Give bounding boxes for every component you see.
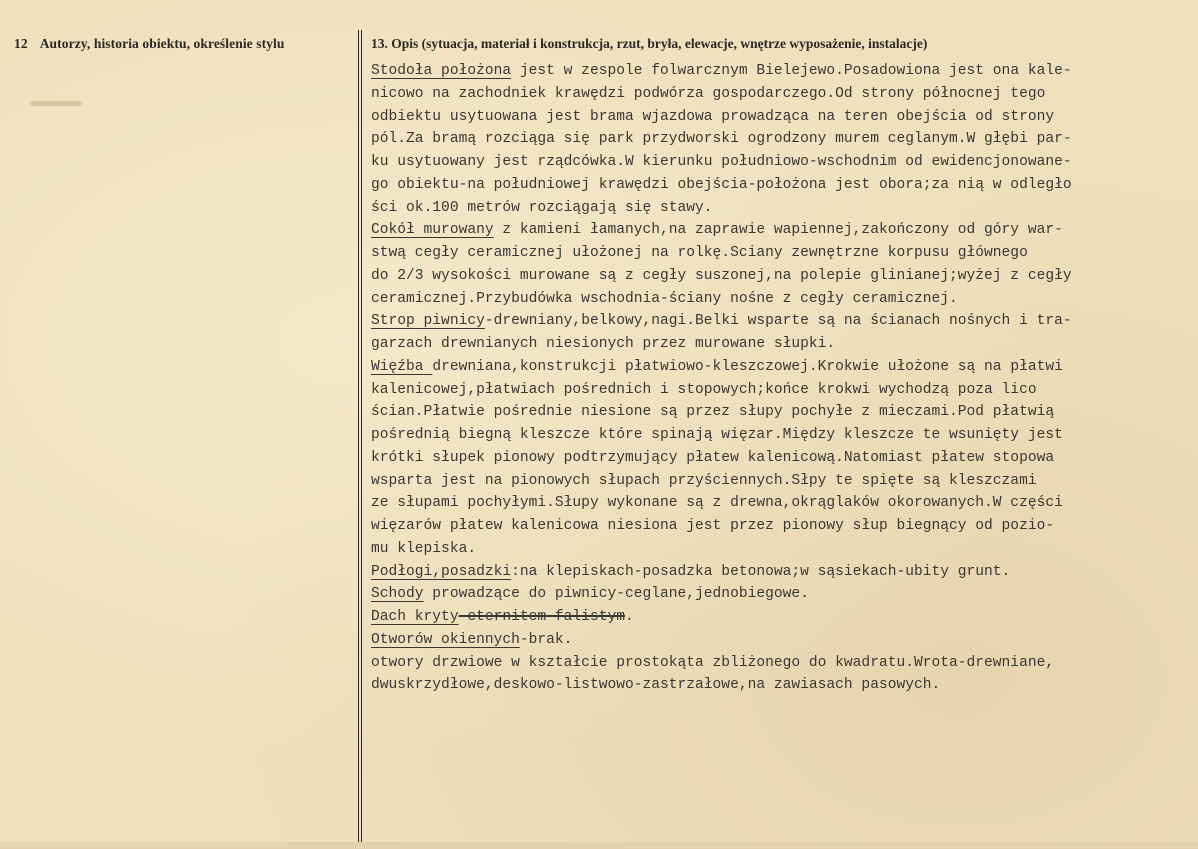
text-line <box>371 60 1186 83</box>
text-line <box>371 106 1186 129</box>
text-line <box>371 83 1186 106</box>
line-text: kalenicowej,płatwiach pośrednich i stopowych;końce krokwi wychodzą poza lico <box>371 381 1037 398</box>
underlined-heading: Podłogi,posadzki <box>371 563 512 580</box>
line-text: ze słupami pochyłymi.Słupy wykonane są z drewna,okrąglaków okorowanych.W części <box>371 495 1063 512</box>
line-text: do 2/3 wysokości murowane są z cegły suszonej,na polepie glinianej;wyżej z cegły <box>371 267 1072 284</box>
text-line <box>371 492 1186 515</box>
underlined-heading: Stodoła położona <box>371 63 512 79</box>
line-text: krótki słupek pionowy podtrzymujący płatew kalenicową.Natomiast płatew stopowa <box>371 449 1055 466</box>
text-line <box>371 583 1186 606</box>
text-line <box>371 629 1186 652</box>
underlined-heading: Dach kryty <box>371 609 459 625</box>
line-text: więzarów płatew kalenicowa niesiona jest przez pionowy słup biegnący od pozio- <box>371 518 1055 534</box>
text-line <box>371 470 1186 493</box>
text-line <box>371 606 1186 629</box>
line-text: otwory drzwiowe w kształcie prostokąta zbliżonego do kwadratu.Wrota-drewniane, <box>371 654 1055 671</box>
text-line <box>371 561 1186 584</box>
text-line <box>371 333 1186 356</box>
text-line <box>371 242 1186 265</box>
line-text: ku usytuowany jest rządcówka.W kierunku południowo-wschodnim od ewidencjonowane- <box>371 154 1072 170</box>
underlined-heading: Więźba <box>371 358 433 375</box>
text-line <box>371 310 1186 333</box>
text-line <box>371 401 1186 424</box>
line-text: :na klepiskach-posadzka betonowa;w sąsiekach-ubity grunt. <box>511 563 1011 580</box>
line-text: odbiektu usytuowana jest brama wjazdowa prowadząca na teren obejścia od strony <box>371 108 1055 125</box>
underlined-heading: Schody <box>371 586 424 603</box>
line-text: ceramicznej.Przybudówka wschodnia-ściany nośne z cegły ceramicznej. <box>371 290 958 307</box>
text-line <box>371 447 1186 470</box>
right-column-header: 13. Opis (sytuacja, materiał i konstrukcja, rzut, bryła, elewacje, wnętrze wyposażenie, instalacje) <box>371 36 928 51</box>
line-text: -brak. <box>519 631 573 648</box>
text-line <box>371 197 1186 220</box>
line-text: ści ok.100 metrów rozciągają się stawy. <box>371 199 713 216</box>
text-line <box>371 174 1186 197</box>
text-line <box>371 538 1186 561</box>
text-line <box>371 379 1186 402</box>
text-line <box>371 128 1186 151</box>
line-text: mu klepiska. <box>371 540 477 557</box>
line-text: garzach drewnianych niesionych przez murowane słupki. <box>371 336 836 352</box>
section-title: Autorzy, historia obiektu, określenie stylu <box>39 36 285 51</box>
description-text <box>371 60 1186 697</box>
ink-smudge <box>30 101 82 106</box>
line-text: z kamieni łamanych,na zaprawie wapiennej,zakończony od góry war- <box>493 222 1063 239</box>
line-text: drewniana,konstrukcji płatwiowo-kleszczowej.Krokwie ułożone są na płatwi <box>432 358 1063 375</box>
text-line <box>371 674 1186 697</box>
line-text: pośrednią biegną kleszcze które spinają więzar.Między kleszcze te wsunięty jest <box>371 427 1063 443</box>
underlined-heading: Cokół murowany <box>371 222 494 239</box>
line-text: dwuskrzydłowe,deskowo-listwowo-zastrzałowe,na zawiasach pasowych. <box>371 677 941 694</box>
column-divider <box>358 30 362 849</box>
line-text: wsparta jest na pionowych słupach przyściennych.Słpy te spięte są kleszczami <box>371 472 1037 489</box>
text-line <box>371 515 1186 538</box>
underlined-heading: Strop piwnicy <box>371 313 485 330</box>
text-line <box>371 265 1186 288</box>
line-text: jest w zespole folwarcznym Bielejewo.Posadowiona jest ona kale- <box>511 63 1072 79</box>
text-line <box>371 356 1186 379</box>
struck-text: eternitem falistym <box>458 609 625 625</box>
underlined-heading: Otworów okiennych <box>371 631 520 648</box>
text-line <box>371 288 1186 311</box>
text-line <box>371 424 1186 447</box>
text-line <box>371 219 1186 242</box>
line-text: -drewniany,belkowy,nagi.Belki wsparte są na ścianach nośnych i tra- <box>484 313 1072 330</box>
line-text: . <box>624 609 634 625</box>
left-column-header <box>14 36 285 52</box>
line-text: nicowo na zachodniek krawędzi podwórza gospodarczego.Od strony północnej tego <box>371 85 1046 102</box>
line-text: ścian.Płatwie pośrednie niesione są przez słupy pochyłe z mieczami.Pod płatwią <box>371 404 1055 421</box>
text-line <box>371 652 1186 675</box>
line-text: go obiektu-na południowej krawędzi obejścia-położona jest obora;za nią w odległo <box>371 176 1072 193</box>
page-edge <box>0 842 1198 849</box>
line-text: prowadzące do piwnicy-ceglane,jednobiegowe. <box>423 586 809 603</box>
line-text: stwą cegły ceramicznej ułożonej na rolkę.Sciany zewnętrzne korpusu głównego <box>371 245 1028 261</box>
line-text: pól.Za bramą rozciąga się park przydworski ogrodzony murem ceglanym.W głębi par- <box>371 131 1072 148</box>
section-number: 12 <box>14 36 28 51</box>
text-line <box>371 151 1186 174</box>
